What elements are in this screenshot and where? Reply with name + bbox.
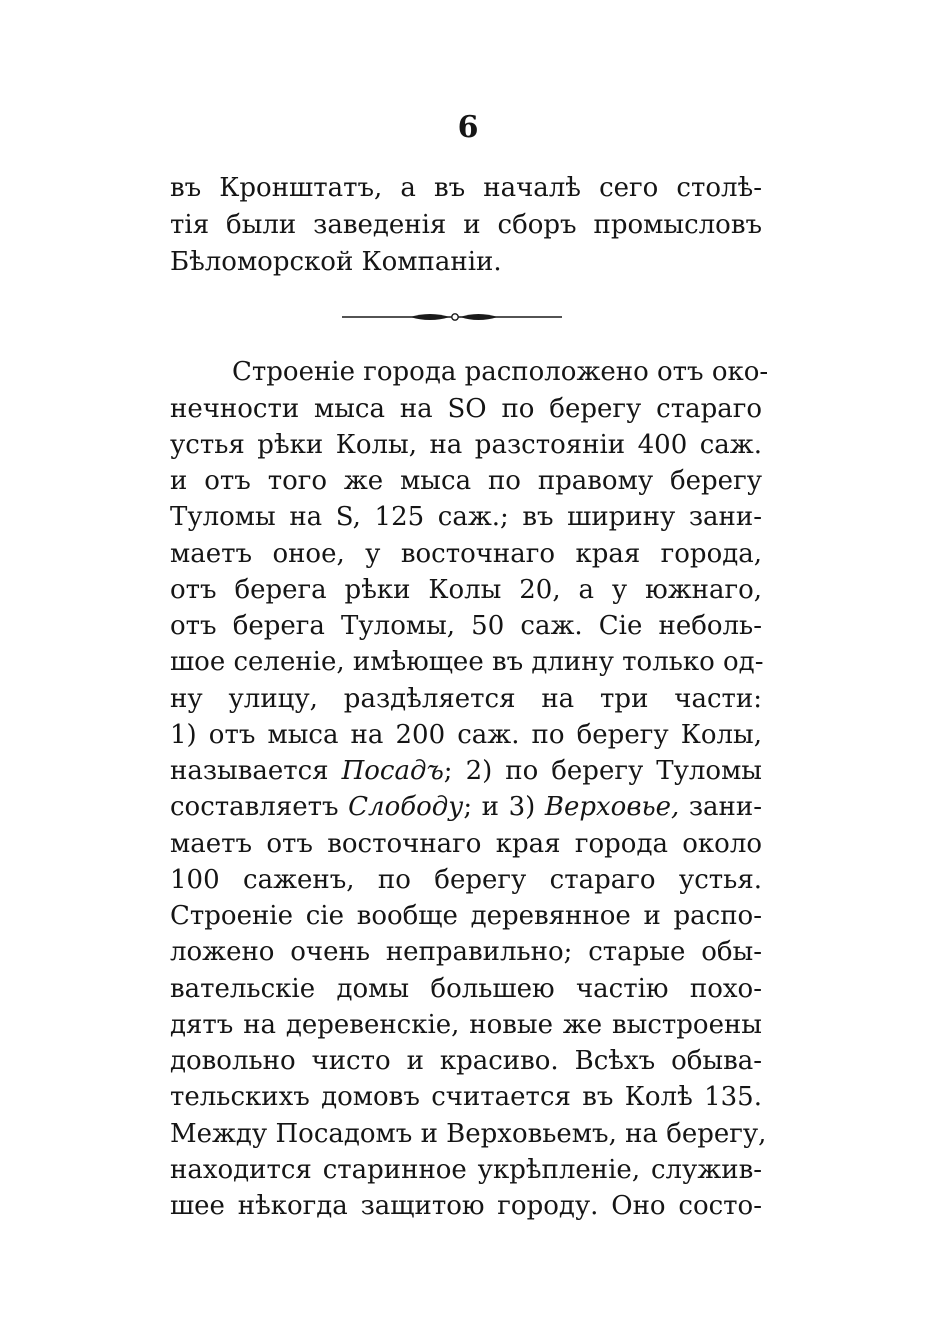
text-line: Между Посадомъ и Верховьемъ, на берегу,	[170, 1119, 767, 1149]
text-segment: называется	[170, 756, 342, 786]
page-number: 6	[457, 110, 479, 145]
place-name-posad: Посадъ	[341, 756, 444, 786]
text-line: устья рѣки Колы, на разстояніи 400 саж.	[170, 430, 762, 460]
text-line: маетъ оное, у восточнаго края города,	[170, 539, 762, 569]
text-segment: ; и 3)	[463, 792, 545, 822]
text-line: и отъ того же мыса по правому берегу	[170, 466, 762, 496]
text-line: Строеніе сіе вообще деревянное и распо-	[170, 901, 762, 931]
text-segment: составляетъ	[170, 792, 349, 822]
text-segment: зани-	[679, 792, 762, 822]
text-line: маетъ отъ восточнаго края города около	[170, 829, 762, 859]
text-line: шое селеніе, имѣющее въ длину только од-	[170, 647, 764, 677]
text-line: отъ берега рѣки Колы 20, а у южнаго,	[170, 575, 762, 605]
text-segment: ; 2) по берегу Туломы	[443, 756, 762, 786]
text-line: довольно чисто и красиво. Всѣхъ обыва-	[170, 1046, 762, 1076]
text-line: вательскіе домы большею частію похо-	[170, 974, 762, 1004]
text-line: ложено очень неправильно; старые обы-	[170, 937, 762, 967]
text-line: тельскихъ домовъ считается въ Колѣ 135.	[170, 1082, 762, 1112]
text-line: въ Кронштатъ, а въ началѣ сего столѣ-	[170, 173, 762, 203]
text-line: нечности мыса на SO по берегу стараго	[170, 394, 762, 424]
text-line: 1) отъ мыса на 200 саж. по берегу Колы,	[170, 720, 762, 750]
text-line: отъ берега Туломы, 50 саж. Сіе неболь-	[170, 611, 762, 641]
text-line: шее нѣкогда защитою городу. Оно состо-	[170, 1191, 762, 1221]
text-line: ну улицу, раздѣляется на три части:	[170, 684, 762, 714]
place-name-sloboda: Слободу	[348, 792, 464, 822]
text-line: тія были заведенія и сборъ промысловъ	[170, 210, 762, 240]
section-divider-ornament	[338, 302, 566, 332]
place-name-verkhovye: Верховье,	[544, 792, 680, 822]
text-line	[170, 753, 762, 789]
text-line: находится старинное укрѣпленіе, служив-	[170, 1155, 762, 1185]
text-line: Туломы на S, 125 саж.; въ ширину зани-	[170, 502, 762, 532]
text-line: 100 саженъ, по берегу стараго устья.	[170, 865, 762, 895]
text-line: Строеніе города расположено отъ око-	[232, 357, 769, 387]
text-line: Бѣломорской Компаніи.	[170, 247, 502, 277]
text-line	[170, 789, 762, 825]
text-line: дятъ на деревенскіе, новые же выстроены	[170, 1010, 762, 1040]
